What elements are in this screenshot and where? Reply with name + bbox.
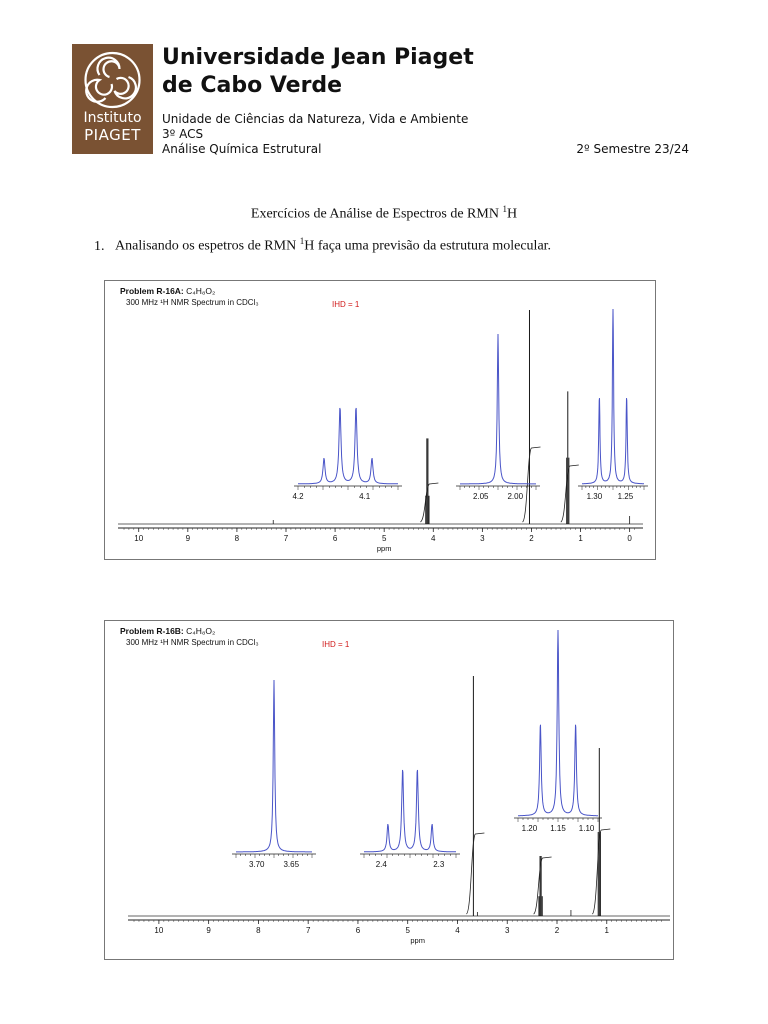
x-tick-label: 3 xyxy=(480,534,485,543)
inset-tick-label: 1.15 xyxy=(550,824,566,833)
nmr-spectrum-r16b xyxy=(104,620,674,960)
question-1 xyxy=(94,236,551,255)
inset-tick-label: 3.65 xyxy=(283,860,300,869)
problem-title: Problem R-16B: C₄H₈O₂ xyxy=(120,626,216,636)
x-axis-label: ppm xyxy=(376,544,392,553)
document-title xyxy=(0,204,768,223)
inset-tick-label: 3.70 xyxy=(248,860,265,869)
inset-tick-label: 2.00 xyxy=(507,492,524,501)
question-text: Analisando os espetros de RMN xyxy=(115,238,300,254)
spectrum-description: 300 MHz ¹H NMR Spectrum in CDCl₃ xyxy=(126,638,259,647)
x-tick-label: 8 xyxy=(256,926,261,935)
x-tick-label: 3 xyxy=(505,926,510,935)
nmr-spectrum-r16a xyxy=(104,280,656,560)
x-tick-label: 5 xyxy=(405,926,410,935)
title-text-end: H xyxy=(506,206,518,222)
x-tick-label: 4 xyxy=(455,926,460,935)
unit-name: Unidade de Ciências da Natureza, Vida e Ambiente xyxy=(162,112,469,126)
logo-text-line1: Instituto xyxy=(83,110,142,126)
inset-multiplet xyxy=(298,408,398,484)
x-tick-label: 9 xyxy=(206,926,211,935)
triskelion-icon xyxy=(72,44,153,114)
x-tick-label: 6 xyxy=(355,926,361,935)
inset-multiplet xyxy=(518,630,598,816)
inset-tick-label: 1.10 xyxy=(578,824,595,833)
inset-tick-label: 1.25 xyxy=(617,492,634,501)
x-tick-label: 2 xyxy=(554,926,560,935)
x-tick-label: 7 xyxy=(305,926,311,935)
semester-label: 2º Semestre 23/24 xyxy=(576,142,689,156)
inset-tick-label: 4.2 xyxy=(292,492,304,501)
integral-curve xyxy=(561,465,579,522)
integral-curve xyxy=(466,833,484,914)
logo-text-line2: PIAGET xyxy=(84,126,141,144)
inset-tick-label: 2.4 xyxy=(375,860,387,869)
university-name-line2: de Cabo Verde xyxy=(162,73,343,98)
x-tick-label: 2 xyxy=(529,534,534,543)
spectrum-description: 300 MHz ¹H NMR Spectrum in CDCl₃ xyxy=(126,298,259,307)
inset-tick-label: 1.20 xyxy=(521,824,538,833)
ihd-label: IHD = 1 xyxy=(322,640,350,649)
inset-tick-label: 4.1 xyxy=(359,492,371,501)
inset-multiplet xyxy=(582,309,644,484)
university-name xyxy=(162,44,474,100)
institution-logo xyxy=(72,44,153,154)
spectrum-frame xyxy=(105,281,656,560)
x-tick-label: 10 xyxy=(154,926,164,935)
integral-curve xyxy=(592,829,610,914)
question-number: 1. xyxy=(94,238,105,254)
inset-tick-label: 1.30 xyxy=(586,492,603,501)
x-tick-label: 9 xyxy=(185,534,191,543)
x-axis-label: ppm xyxy=(410,936,425,945)
question-superscript: 1 xyxy=(299,236,305,246)
inset-multiplet xyxy=(460,334,536,484)
inset-tick-label: 2.05 xyxy=(472,492,489,501)
x-tick-label: 7 xyxy=(283,534,289,543)
question-text-end: H faça uma previsão da estrutura molecular. xyxy=(304,238,552,254)
course-name: Análise Química Estrutural xyxy=(162,142,322,156)
title-text: Exercícios de Análise de Espectros de RMN xyxy=(250,206,503,222)
inset-multiplet xyxy=(364,770,456,852)
x-tick-label: 4 xyxy=(431,534,436,543)
university-name-line1: Universidade Jean Piaget xyxy=(162,45,474,70)
x-tick-label: 8 xyxy=(234,534,240,543)
x-tick-label: 6 xyxy=(332,534,338,543)
course-year: 3º ACS xyxy=(162,127,204,141)
x-tick-label: 1 xyxy=(604,926,609,935)
x-tick-label: 10 xyxy=(134,534,144,543)
x-tick-label: 5 xyxy=(381,534,387,543)
problem-title: Problem R-16A: C₄H₈O₂ xyxy=(120,286,216,296)
title-superscript: 1 xyxy=(502,204,507,214)
spectrum-frame xyxy=(105,621,674,960)
inset-tick-label: 2.3 xyxy=(433,860,445,869)
inset-multiplet xyxy=(236,680,312,852)
ihd-label: IHD = 1 xyxy=(332,300,360,309)
integral-curve xyxy=(522,447,540,522)
x-tick-label: 0 xyxy=(627,534,632,543)
x-tick-label: 1 xyxy=(578,534,583,543)
